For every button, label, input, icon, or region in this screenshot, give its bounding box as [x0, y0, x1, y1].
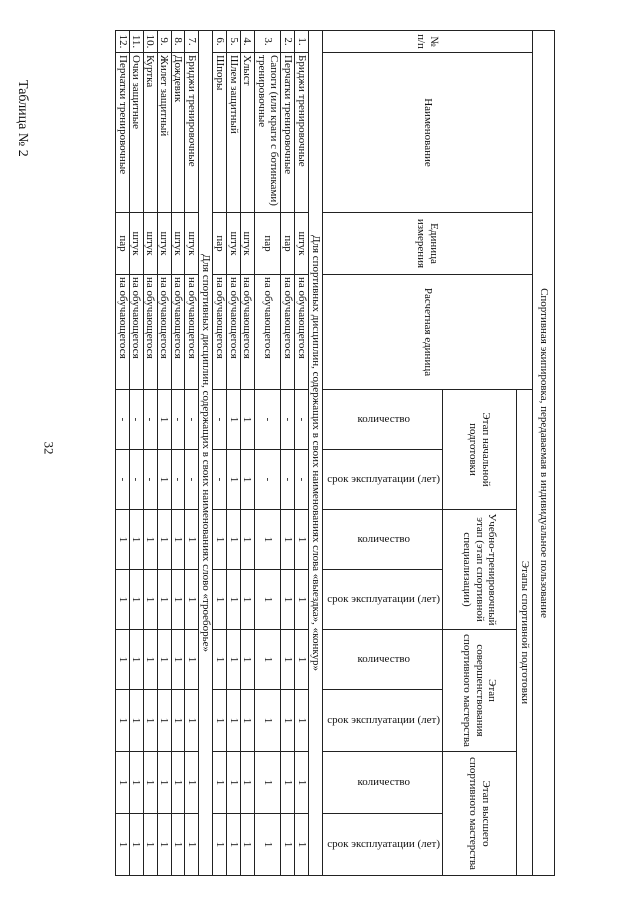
table-main-header: Спортивная экипировка, передаваемая в индивидуальное пользование: [533, 31, 555, 876]
item-calc-unit: на обучающегося: [157, 275, 171, 390]
quantity-cell: 1: [116, 630, 130, 690]
quantity-cell: -: [254, 390, 281, 450]
term-cell: 1: [240, 690, 254, 752]
table-row: [171, 31, 185, 876]
qty-header: количество: [357, 533, 411, 546]
term-cell: 1: [213, 814, 227, 876]
term-cell: 1: [295, 690, 309, 752]
quantity-cell: 1: [157, 390, 171, 450]
quantity-cell: 1: [171, 630, 185, 690]
quantity-cell: 1: [130, 752, 144, 814]
term-cell: -: [116, 450, 130, 510]
term-cell: 1: [281, 690, 295, 752]
term-cell: 1: [254, 690, 281, 752]
table-row: [254, 31, 281, 876]
term-cell: 1: [254, 814, 281, 876]
term-cell: -: [281, 450, 295, 510]
item-calc-unit: на обучающегося: [130, 275, 144, 390]
stages-header: Этапы спортивной подготовки: [517, 390, 533, 876]
item-unit: штук: [130, 213, 144, 275]
item-name: Очки защитные: [130, 53, 144, 213]
row-number: 11.: [130, 31, 144, 53]
term-cell: 1: [157, 690, 171, 752]
quantity-cell: 1: [227, 510, 241, 570]
quantity-cell: 1: [227, 752, 241, 814]
term-cell: 1: [157, 570, 171, 630]
quantity-cell: 1: [254, 752, 281, 814]
quantity-cell: 1: [143, 630, 157, 690]
row-number: 7.: [185, 31, 199, 53]
term-cell: 1: [295, 814, 309, 876]
equipment-table: [115, 30, 555, 876]
term-header: срок эксплуатации (лет): [327, 593, 441, 606]
quantity-cell: -: [171, 390, 185, 450]
quantity-cell: 1: [116, 510, 130, 570]
quantity-cell: -: [143, 390, 157, 450]
item-calc-unit: на обучающегося: [254, 275, 281, 390]
table-body: [116, 31, 323, 876]
item-unit: штук: [143, 213, 157, 275]
quantity-cell: 1: [213, 752, 227, 814]
term-cell: 1: [185, 814, 199, 876]
item-name: Хлыст: [240, 53, 254, 213]
term-header: срок эксплуатации (лет): [327, 838, 441, 851]
term-cell: 1: [171, 570, 185, 630]
quantity-cell: 1: [143, 510, 157, 570]
rotated-table-container: [115, 30, 555, 875]
term-cell: 1: [130, 690, 144, 752]
term-cell: 1: [143, 690, 157, 752]
quantity-cell: 1: [143, 752, 157, 814]
term-cell: 1: [143, 814, 157, 876]
term-cell: -: [130, 450, 144, 510]
item-calc-unit: на обучающегося: [143, 275, 157, 390]
quantity-cell: 1: [227, 390, 241, 450]
item-name: Дождевик: [171, 53, 185, 213]
row-number: 5.: [227, 31, 241, 53]
item-calc-unit: на обучающегося: [185, 275, 199, 390]
term-cell: 1: [240, 570, 254, 630]
table-row: [295, 31, 309, 876]
term-cell: 1: [143, 570, 157, 630]
quantity-cell: -: [130, 390, 144, 450]
table-row: [157, 31, 171, 876]
quantity-cell: 1: [281, 752, 295, 814]
item-unit: пар: [281, 213, 295, 275]
term-cell: 1: [213, 570, 227, 630]
term-cell: 1: [171, 814, 185, 876]
term-cell: 1: [240, 814, 254, 876]
item-calc-unit: на обучающегося: [213, 275, 227, 390]
term-header: срок эксплуатации (лет): [327, 714, 441, 727]
item-unit: пар: [116, 213, 130, 275]
quantity-cell: -: [185, 390, 199, 450]
quantity-cell: 1: [240, 630, 254, 690]
section-row: [309, 31, 323, 876]
quantity-cell: 1: [185, 510, 199, 570]
quantity-cell: 1: [295, 752, 309, 814]
row-number: 2.: [281, 31, 295, 53]
term-cell: 1: [281, 570, 295, 630]
item-name: Бриджи тренировочные: [185, 53, 199, 213]
term-cell: -: [295, 450, 309, 510]
table-row: [185, 31, 199, 876]
term-cell: 1: [254, 570, 281, 630]
quantity-cell: 1: [240, 752, 254, 814]
item-name: Сапоги (или краги с ботинками) тренировочные: [254, 53, 281, 213]
col-header-name: Наименование: [323, 53, 533, 213]
item-unit: штук: [295, 213, 309, 275]
table-row: [227, 31, 241, 876]
stage-header-training: Учебно-тренировочный этап (этап спортивной специализации): [443, 510, 517, 630]
quantity-cell: 1: [157, 510, 171, 570]
quantity-cell: 1: [116, 752, 130, 814]
term-cell: -: [185, 450, 199, 510]
qty-header: количество: [357, 413, 411, 426]
quantity-cell: 1: [227, 630, 241, 690]
term-cell: 1: [295, 570, 309, 630]
row-number: 12.: [116, 31, 130, 53]
term-cell: 1: [130, 814, 144, 876]
term-header: срок эксплуатации (лет): [327, 473, 441, 486]
item-name: Бриджи тренировочные: [295, 53, 309, 213]
item-name: Перчатки тренировочные: [116, 53, 130, 213]
quantity-cell: 1: [281, 510, 295, 570]
item-unit: штук: [171, 213, 185, 275]
term-cell: 1: [227, 450, 241, 510]
row-number: 4.: [240, 31, 254, 53]
item-name: Куртка: [143, 53, 157, 213]
col-header-unit: Единица измерения: [323, 213, 533, 275]
quantity-cell: 1: [240, 390, 254, 450]
section-row: [199, 31, 213, 876]
term-cell: 1: [240, 450, 254, 510]
term-cell: 1: [227, 690, 241, 752]
table-label: Таблица № 2: [15, 80, 30, 157]
quantity-cell: 1: [157, 752, 171, 814]
quantity-cell: 1: [157, 630, 171, 690]
section-title: Для спортивных дисциплин, содержащих в своих наименованиях слова «выездка», «конкур»: [309, 31, 323, 876]
row-number: 6.: [213, 31, 227, 53]
item-name: Шпоры: [213, 53, 227, 213]
item-calc-unit: на обучающегося: [171, 275, 185, 390]
term-cell: 1: [171, 690, 185, 752]
item-unit: пар: [213, 213, 227, 275]
term-cell: 1: [227, 814, 241, 876]
row-number: 1.: [295, 31, 309, 53]
table-row: [130, 31, 144, 876]
item-name: Перчатки тренировочные: [281, 53, 295, 213]
quantity-cell: 1: [130, 510, 144, 570]
term-cell: 1: [116, 814, 130, 876]
section-title: Для спортивных дисциплин, содержащих в своих наименованиях слово «троеборье»: [199, 31, 213, 876]
item-calc-unit: на обучающегося: [281, 275, 295, 390]
quantity-cell: -: [295, 390, 309, 450]
item-calc-unit: на обучающегося: [240, 275, 254, 390]
quantity-cell: 1: [281, 630, 295, 690]
row-number: 8.: [171, 31, 185, 53]
quantity-cell: 1: [254, 510, 281, 570]
table-row: [240, 31, 254, 876]
quantity-cell: 1: [295, 510, 309, 570]
item-unit: штук: [240, 213, 254, 275]
term-cell: 1: [185, 570, 199, 630]
item-name: Шлем защитный: [227, 53, 241, 213]
row-number: 3.: [254, 31, 281, 53]
quantity-cell: 1: [254, 630, 281, 690]
col-header-num: № п/п: [323, 31, 533, 53]
stage-header-improvement: Этап совершенствования спортивного мастерства: [443, 630, 517, 752]
qty-header: количество: [357, 653, 411, 666]
term-cell: 1: [116, 690, 130, 752]
quantity-cell: 1: [185, 752, 199, 814]
stage-header-initial: Этап начальной подготовки: [443, 390, 517, 510]
term-cell: 1: [281, 814, 295, 876]
item-calc-unit: на обучающегося: [116, 275, 130, 390]
term-cell: 1: [213, 690, 227, 752]
quantity-cell: -: [213, 390, 227, 450]
quantity-cell: 1: [171, 752, 185, 814]
stage-header-higher: Этап высшего спортивного мастерства: [443, 752, 517, 876]
item-calc-unit: на обучающегося: [295, 275, 309, 390]
term-cell: 1: [227, 570, 241, 630]
quantity-cell: 1: [213, 630, 227, 690]
quantity-cell: -: [281, 390, 295, 450]
quantity-cell: -: [116, 390, 130, 450]
quantity-cell: 1: [130, 630, 144, 690]
item-name: Жилет защитный: [157, 53, 171, 213]
term-cell: 1: [157, 450, 171, 510]
term-cell: -: [143, 450, 157, 510]
term-cell: 1: [185, 690, 199, 752]
page-number: 32: [41, 441, 57, 455]
row-number: 9.: [157, 31, 171, 53]
term-cell: 1: [130, 570, 144, 630]
term-cell: -: [254, 450, 281, 510]
item-unit: штук: [227, 213, 241, 275]
item-unit: штук: [185, 213, 199, 275]
quantity-cell: 1: [213, 510, 227, 570]
table-row: [281, 31, 295, 876]
term-cell: -: [213, 450, 227, 510]
quantity-cell: 1: [295, 630, 309, 690]
table-row: [116, 31, 130, 876]
col-header-calc: Расчетная единица: [323, 275, 533, 390]
table-row: [213, 31, 227, 876]
qty-header: количество: [357, 776, 411, 789]
quantity-cell: 1: [171, 510, 185, 570]
item-unit: пар: [254, 213, 281, 275]
item-calc-unit: на обучающегося: [227, 275, 241, 390]
table-row: [143, 31, 157, 876]
quantity-cell: 1: [185, 630, 199, 690]
term-cell: -: [171, 450, 185, 510]
row-number: 10.: [143, 31, 157, 53]
quantity-cell: 1: [240, 510, 254, 570]
term-cell: 1: [157, 814, 171, 876]
item-unit: штук: [157, 213, 171, 275]
term-cell: 1: [116, 570, 130, 630]
